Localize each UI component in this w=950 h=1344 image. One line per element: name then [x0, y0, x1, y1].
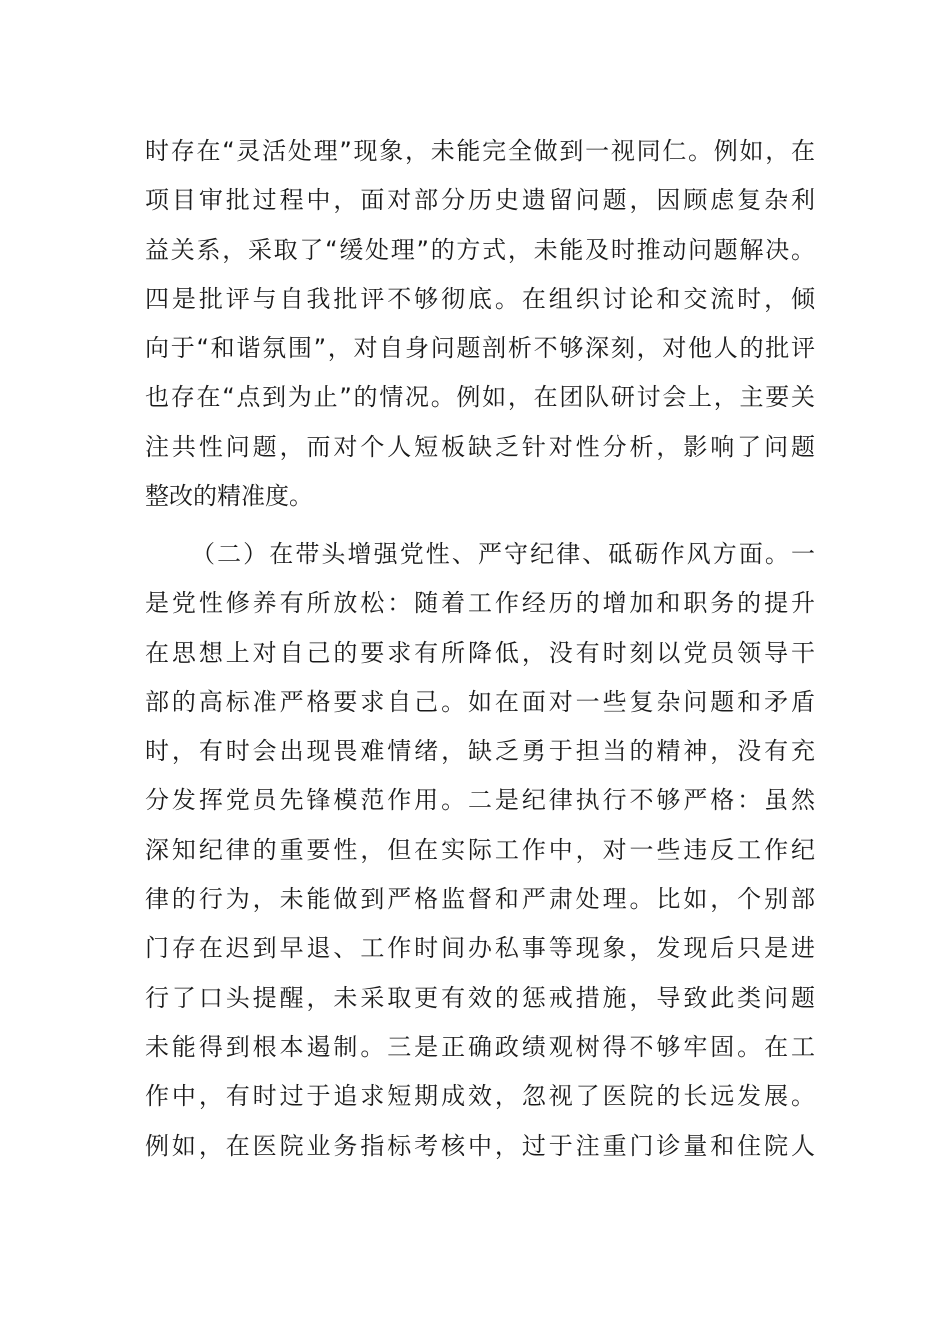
text-line: 律的行为，未能做到严格监督和严肃处理。比如，个别部 — [145, 885, 815, 914]
text-line: 时存在“灵活处理”现象，未能完全做到一视同仁。例如，在 — [145, 137, 815, 165]
text-line: 项目审批过程中，面对部分历史遗留问题，因顾虑复杂利 — [145, 186, 815, 215]
text-line: 深知纪律的重要性，但在实际工作中，对一些违反工作纪 — [145, 835, 815, 864]
text-line: 行了口头提醒，未采取更有效的惩戒措施，导致此类问题 — [145, 983, 815, 1012]
text-line: 时，有时会出现畏难情绪，缺乏勇于担当的精神，没有充 — [145, 737, 815, 766]
text-line: 未能得到根本遏制。三是正确政绩观树得不够牢固。在工 — [145, 1032, 815, 1061]
text-line: 作中，有时过于追求短期成效，忽视了医院的长远发展。 — [145, 1082, 815, 1111]
paragraph-criticism — [145, 127, 815, 521]
text-line: 部的高标准严格要求自己。如在面对一些复杂问题和矛盾 — [145, 687, 815, 716]
text-line: 整改的精准度。 — [145, 482, 313, 511]
text-line: 也存在“点到为止”的情况。例如，在团队研讨会上，主要关 — [145, 383, 815, 412]
text-line: 是党性修养有所放松：随着工作经历的增加和职务的提升 — [145, 589, 815, 618]
text-line: 四是批评与自我批评不够彻底。在组织讨论和交流时，倾 — [145, 284, 815, 313]
text-line: 分发挥党员先锋模范作用。二是纪律执行不够严格：虽然 — [145, 786, 815, 815]
paragraph-party-discipline — [145, 530, 815, 1171]
text-line: 在思想上对自己的要求有所降低，没有时刻以党员领导干 — [145, 638, 815, 667]
text-line: 门存在迟到早退、工作时间办私事等现象，发现后只是进 — [145, 934, 815, 963]
text-line: 注共性问题，而对个人短板缺乏针对性分析，影响了问题 — [145, 432, 815, 461]
text-line: 向于“和谐氛围”，对自身问题剖析不够深刻，对他人的批评 — [145, 334, 815, 363]
section-heading-line: （二）在带头增强党性、严守纪律、砥砺作风方面。一 — [191, 540, 815, 568]
text-line: 益关系，采取了“缓处理”的方式，未能及时推动问题解决。 — [145, 235, 815, 264]
text-line: 例如，在医院业务指标考核中，过于注重门诊量和住院人 — [145, 1131, 815, 1160]
